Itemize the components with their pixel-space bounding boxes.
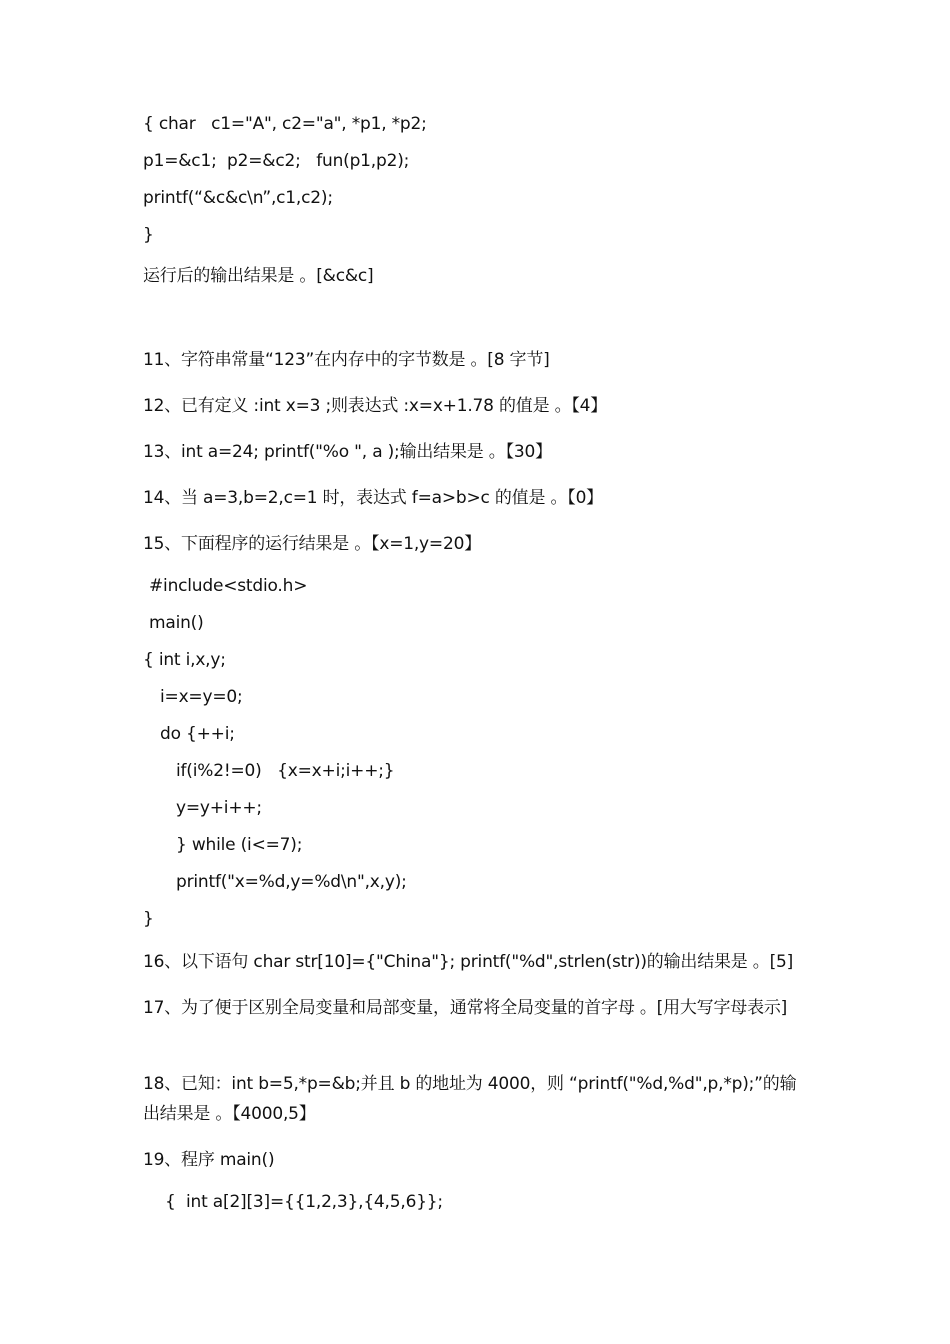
code-line-pointer-assign: p1=&c1; p2=&c2; fun(p1,p2); — [143, 151, 410, 171]
code-line-do: do {++i; — [160, 724, 235, 744]
code-line-if: if(i%2!=0) {x=x+i;i++;} — [176, 761, 395, 781]
answer-line: 运行后的输出结果是 。[&c&c] — [143, 266, 374, 286]
code-line-init: i=x=y=0; — [160, 687, 243, 707]
code-line-char-decl: { char c1="A", c2="a", *p1, *p2; — [143, 114, 427, 134]
code-line-printf: printf(“&c&c\n”,c1,c2); — [143, 188, 333, 208]
code-line-end-brace: } — [143, 909, 154, 929]
code-line-main: main() — [149, 613, 204, 633]
question-13: 13、int a=24; printf("%o ", a );输出结果是 。【30】 — [143, 442, 552, 462]
question-15: 15、下面程序的运行结果是 。【x=1,y=20】 — [143, 534, 481, 554]
question-12: 12、已有定义 :int x=3 ;则表达式 :x=x+1.78 的值是 。【4】 — [143, 396, 608, 416]
question-17: 17、为了便于区别全局变量和局部变量，通常将全局变量的首字母 。[用大写字母表示] — [143, 998, 788, 1018]
code-line-int-decl: { int i,x,y; — [143, 650, 226, 670]
question-19: 19、程序 main() — [143, 1150, 275, 1170]
question-16: 16、以下语句 char str[10]={"China"}; printf("%d",strlen(str))的输出结果是 。[5] — [143, 952, 794, 972]
question-14: 14、当 a=3,b=2,c=1 时，表达式 f=a>b>c 的值是 。【0】 — [143, 488, 603, 508]
code-line-while: } while (i<=7); — [176, 835, 303, 855]
code-line-printf-xy: printf("x=%d,y=%d\n",x,y); — [176, 872, 407, 892]
code-line-close-brace: } — [143, 225, 154, 245]
code-line-y-assign: y=y+i++; — [176, 798, 262, 818]
code-line-include: #include<stdio.h> — [149, 576, 308, 596]
question-18: 18、已知：int b=5,*p=&b;并且 b 的地址为 4000，则 “printf("%d,%d",p,*p);”的输出结果是 。【4000,5】 — [143, 1074, 797, 1124]
code-line-array-decl: { int a[2][3]={{1,2,3},{4,5,6}}; — [165, 1192, 443, 1212]
question-11: 11、字符串常量“123”在内存中的字节数是 。[8 字节] — [143, 350, 550, 370]
